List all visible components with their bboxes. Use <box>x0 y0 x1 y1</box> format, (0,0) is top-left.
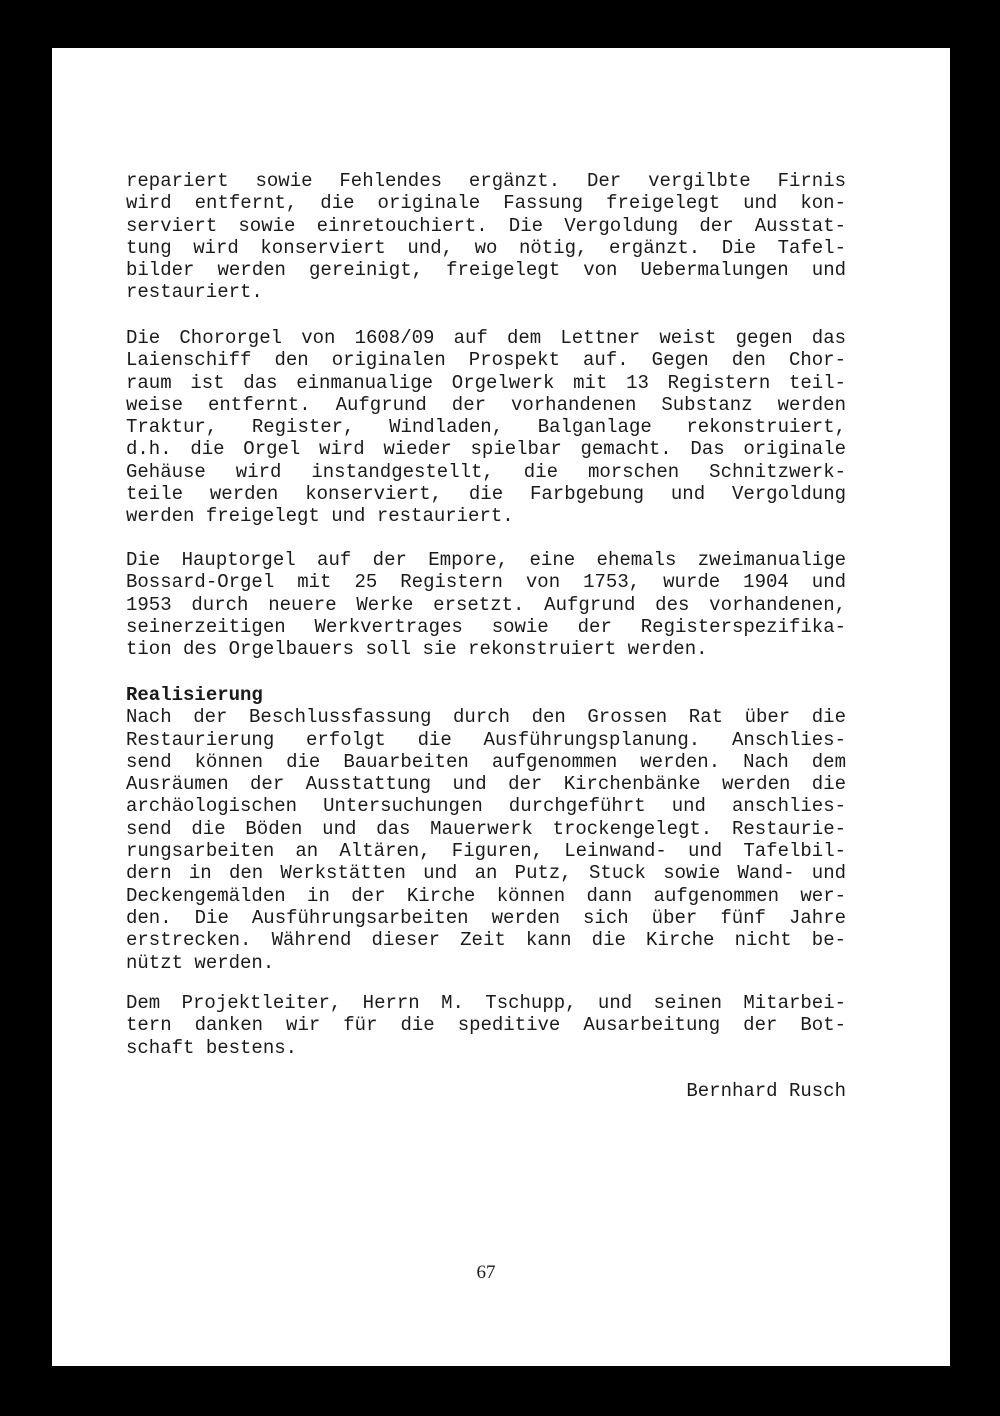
text-line: den. Die Ausführungsarbeiten werden sich über fünf Jahre <box>126 906 846 929</box>
text-line: nützt werden. <box>126 951 275 974</box>
text-line: tung wird konserviert und, wo nötig, ergänzt. Die Tafel- <box>126 236 846 259</box>
paragraph-restoration <box>126 170 846 304</box>
text-line: Ausräumen der Ausstattung und der Kirchenbänke werden die <box>126 773 846 796</box>
text-line: schaft bestens. <box>126 1036 298 1059</box>
paragraph-acknowledgement <box>126 992 846 1059</box>
text-line: restauriert. <box>126 281 263 304</box>
text-line: weise entfernt. Aufgrund der vorhandenen Substanz werden <box>126 393 846 416</box>
text-line: Die Hauptorgel auf der Empore, eine ehemals zweimanualige <box>126 549 846 571</box>
text-line: tion des Orgelbauers soll sie rekonstruiert werden. <box>126 638 708 661</box>
text-line: Die Chororgel von 1608/09 auf dem Lettner weist gegen das <box>126 327 846 349</box>
text-line: bilder werden gereinigt, freigelegt von Uebermalungen und <box>126 259 846 282</box>
text-line: d.h. die Orgel wird wieder spielbar gemacht. Das originale <box>126 438 846 461</box>
text-line: werden freigelegt und restauriert. <box>126 505 514 528</box>
text-line: wird entfernt, die originale Fassung freigelegt und kon- <box>126 192 846 215</box>
text-line: seinerzeitigen Werkvertrages sowie der Registerspezifika- <box>126 615 846 638</box>
paragraph-chororgel <box>126 327 846 528</box>
text-line: send können die Bauarbeiten aufgenommen werden. Nach dem <box>126 750 846 773</box>
text-line: send die Böden und das Mauerwerk trockengelegt. Restaurie- <box>126 817 846 840</box>
text-line: teile werden konserviert, die Farbgebung und Vergoldung <box>126 483 846 506</box>
text-line: Dem Projektleiter, Herrn M. Tschupp, und seinen Mitarbei- <box>126 992 846 1014</box>
paragraph-hauptorgel <box>126 549 846 660</box>
page-number: 67 <box>476 1262 496 1283</box>
text-line: erstrecken. Während dieser Zeit kann die Kirche nicht be- <box>126 929 846 952</box>
text-line: repariert sowie Fehlendes ergänzt. Der vergilbte Firnis <box>126 170 846 192</box>
text-line: serviert sowie einretouchiert. Die Vergoldung der Ausstat- <box>126 214 846 237</box>
text-line: Laienschiff den originalen Prospekt auf. Gegen den Chor- <box>126 349 846 372</box>
text-line: tern danken wir für die speditive Ausarbeitung der Bot- <box>126 1014 846 1037</box>
text-line: 1953 durch neuere Werke ersetzt. Aufgrund des vorhandenen, <box>126 593 846 616</box>
text-line: dern in den Werkstätten und an Putz, Stuck sowie Wand- und <box>126 862 846 885</box>
document-page <box>52 48 950 1366</box>
text-line: Gehäuse wird instandgestellt, die morschen Schnitzwerk- <box>126 460 846 483</box>
text-line: Bossard-Orgel mit 25 Registern von 1753, wurde 1904 und <box>126 571 846 594</box>
text-line: raum ist das einmanualige Orgelwerk mit 13 Registern teil- <box>126 371 846 394</box>
author-signature: Bernhard Rusch <box>686 1080 846 1102</box>
text-line: Deckengemälden in der Kirche können dann aufgenommen wer- <box>126 884 846 907</box>
text-line: archäologischen Untersuchungen durchgeführt und anschlies- <box>126 795 846 818</box>
text-line: Traktur, Register, Windladen, Balganlage rekonstruiert, <box>126 416 846 439</box>
section-realisierung <box>126 684 846 974</box>
text-line: Restaurierung erfolgt die Ausführungsplanung. Anschlies- <box>126 728 846 751</box>
text-line: Nach der Beschlussfassung durch den Grossen Rat über die <box>126 706 846 729</box>
section-heading: Realisierung <box>126 684 263 706</box>
text-line: rungsarbeiten an Altären, Figuren, Leinwand- und Tafelbil- <box>126 840 846 863</box>
